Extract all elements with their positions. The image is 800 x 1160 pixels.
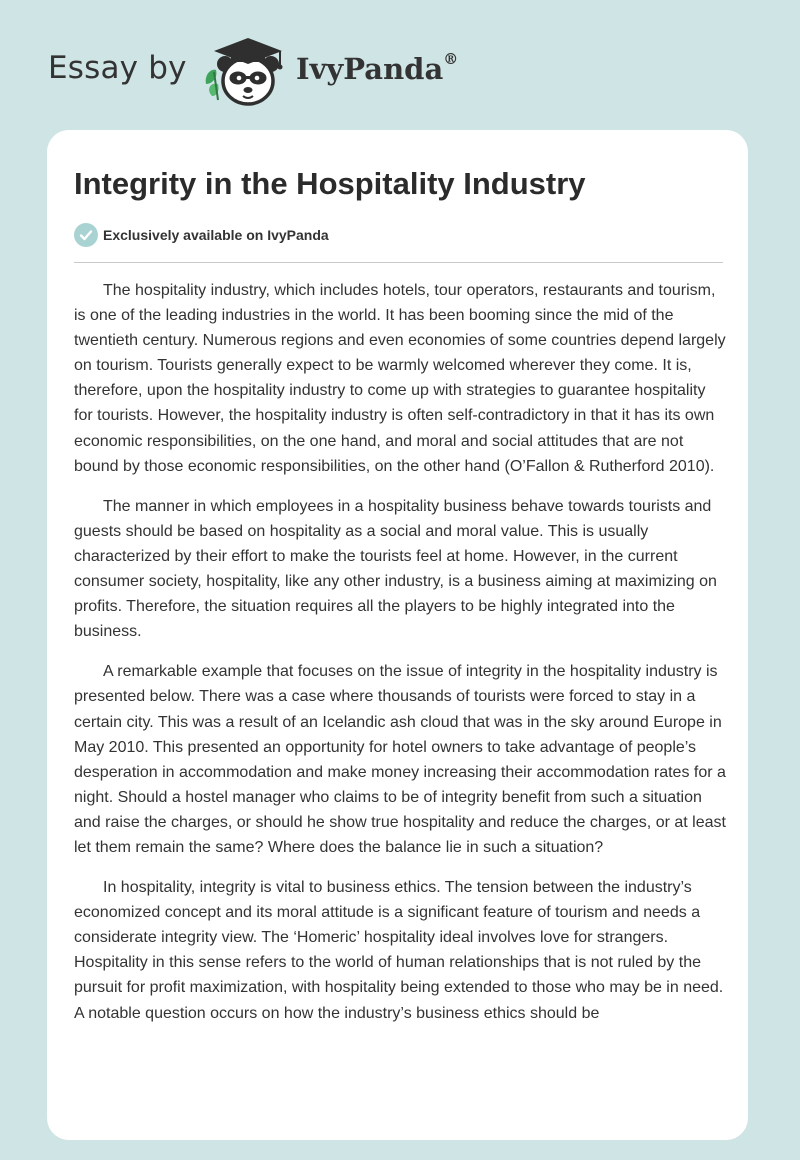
site-header xyxy=(0,0,800,130)
paragraph: A remarkable example that focuses on the issue of integrity in the hospitality industry is presented below. There was a case where thousands of tourists were forced to stay in a certain city. This was a result of an Icelandic ash cloud that was in the sky around Europe in May 2010. This presented an opportunity for hotel owners to take advantage of people’s desperation in accommodation and make money increasing their accommodation rates for a night. Should a hostel manager who claims to be of integrity benefit from such a situation and raise the charges, or should he show true hospitality and reduce the charges, or at least let them remain the same? Where does the balance lie in such a situation? xyxy=(74,663,726,856)
page-title: Integrity in the Hospitality Industry xyxy=(74,166,586,201)
badge-label: Exclusively available on IvyPanda xyxy=(103,227,329,243)
essay-card xyxy=(47,130,748,1140)
essay-body xyxy=(74,278,726,1041)
paragraph: The hospitality industry, which includes hotels, tour operators, restaurants and tourism, is one of the leading industries in the world. It has been booming since the mid of the twentieth century. Numerous regions and even economies of some countries depend largely on tourism. Tourists generally expect to be warmly welcomed wherever they come. It is, therefore, upon the hospitality industry to come up with strategies to guarantee hospitality for tourists. However, the hospitality industry is often self-contradictory in that it has its own economic responsibilities, on the one hand, and moral and social attitudes that are not bound by those economic responsibilities, on the other hand (O’Fallon & Rutherford 2010). xyxy=(74,282,726,475)
registered-mark: ® xyxy=(443,50,459,69)
brand-name[interactable] xyxy=(296,52,458,86)
paragraph: The manner in which employees in a hospitality business behave towards tourists and guests should be based on hospitality as a social and moral value. This is usually characterized by their effort to make the tourists feel at home. However, in the current consumer society, hospitality, like any other industry, is a business aiming at maximizing on profits. Therefore, the situation requires all the players to be highly integrated into the business. xyxy=(74,497,717,641)
exclusive-badge xyxy=(74,222,329,248)
essay-by-label: Essay by xyxy=(48,50,187,86)
panda-logo-icon[interactable] xyxy=(200,34,296,108)
check-circle-icon xyxy=(74,223,98,247)
paragraph: In hospitality, integrity is vital to business ethics. The tension between the industry’s economized concept and its moral attitude is a significant feature of tourism and needs a considerate integrity view. The ‘Homeric’ hospitality ideal involves love for strangers. Hospitality in this sense refers to the world of human relationships that is not ruled by the pursuit for profit maximization, with hospitality being extended to those who may be in need. A notable question occurs on how the industry’s business ethics should be xyxy=(74,879,724,1022)
divider xyxy=(74,262,723,263)
brand-name-text: IvyPanda xyxy=(296,52,444,86)
